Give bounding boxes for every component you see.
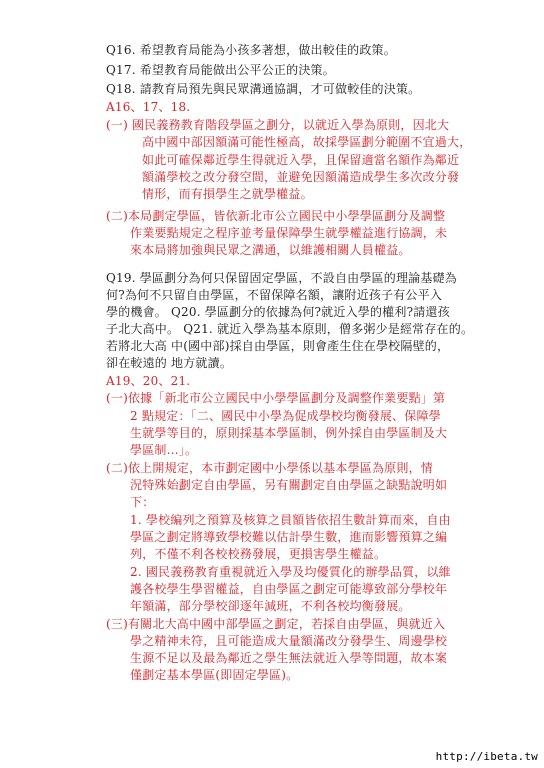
answer-text-line: 學區之劃定將導致學校難以估計學生數，進而影響預算之編 <box>130 530 448 544</box>
answer-text-line: (一)依據「新北市公立國民中小學學區劃分及調整作業要點」第 <box>106 391 446 405</box>
question-20: 學的機會。 Q20. 學區劃分的依據為何?就近入學的權利?請還孩 <box>106 305 450 319</box>
answer-text-line: 來本局將加強與民眾之溝通，以維護相關人員權益。 <box>130 243 411 257</box>
answer-text-line: 2 點規定：「二、國民中小學為促成學校均衡發展、保障學 <box>130 409 441 423</box>
answer-text-line: 如此可確保鄰近學生得就近入學，且保留適當名額作為鄰近 <box>142 153 460 167</box>
answer-text-line: 生就學等目的，原則採基本學區制，例外採自由學區制及大 <box>130 426 448 440</box>
answer-heading-16-18: A16、17、18. <box>106 100 191 114</box>
answer-heading-19-21: A19、20、21. <box>106 374 191 388</box>
answer-text-line: 生源不足以及最為鄰近之學生無法就近入學等問題，故本案 <box>130 651 448 665</box>
answer-text-line: 1. 學校編列之預算及核算之員額皆依招生數計算而來，自由 <box>130 513 451 527</box>
question-18: Q18. 請教育局預先與民眾溝通協調，才可做較佳的決策。 <box>106 82 421 96</box>
watermark-url: http://ibeta.tw <box>435 750 538 763</box>
answer-text-line: 高中國中部因額滿可能性極高，故採學區劃分範圍不宜過大， <box>142 135 472 149</box>
answer-text-line: 學之精神未符，且可能造成大量額滿改分發學生、周邊學校 <box>130 634 448 648</box>
question-21: 子北大高中。 Q21. 就近入學為基本原則，僧多粥少是經常存在的。 <box>106 322 474 336</box>
answer-text-line: 額滿學校之改分發空間，並避免因額滿造成學生多次改分發 <box>142 170 460 184</box>
answer-text-line: 2. 國民義務教育重視就近入學及均優質化的辦學品質，以維 <box>130 565 451 579</box>
answer-text-line: (一) 國民義務教育階段學區之劃分，以就近入學為原則，因北大 <box>106 118 450 132</box>
question-19-cont: 何?為何不只留自由學區，不留保障名額，讓附近孩子有公平入 <box>106 288 443 302</box>
answer-text-line: 護各校學生學習權益，自由學區之劃定可能導致部分學校年 <box>130 582 448 596</box>
answer-text-line: 僅劃定基本學區(即固定學區)。 <box>130 668 299 682</box>
answer-text-line: (二)依上開規定，本市劃定國中小學係以基本學區為原則，情 <box>106 461 433 475</box>
answer-text-line: 年額滿，部分學校卻逐年減班，不利各校均衡發展。 <box>130 599 411 613</box>
answer-text-line: 列，不僅不利各校校務發展，更損害學生權益。 <box>130 547 387 561</box>
question-21-end: 卻在較遠的 地方就讀。 <box>106 356 233 370</box>
answer-text-line: 況特殊始劃定自由學區，另有關劃定自由學區之缺點說明如 <box>130 478 448 492</box>
answer-text-line: 情形，而有損學生之就學權益。 <box>142 187 313 201</box>
answer-text-line: 下： <box>130 495 155 509</box>
question-19: Q19. 學區劃分為何只保留固定學區，不設自由學區的理論基礎為 <box>106 271 457 285</box>
question-16: Q16. 希望教育局能為小孩多著想，做出較佳的政策。 <box>106 43 396 57</box>
answer-text-line: 作業要點規定之程序並考量保障學生就學權益進行協調，未 <box>130 226 448 240</box>
question-17: Q17. 希望教育局能做出公平公正的決策。 <box>106 63 335 77</box>
answer-text-line: (二)本局劃定學區，皆依新北市公立國民中小學學區劃分及調整 <box>106 209 446 223</box>
question-21-cont: 若將北大高 中(國中部)採自由學區，則會產生住在學校隔壁的， <box>106 339 450 353</box>
answer-text-line: (三)有關北大高中國中部學區之劃定，若採自由學區，與就近入 <box>106 617 446 631</box>
answer-text-line: 學區制…」。 <box>130 443 198 457</box>
